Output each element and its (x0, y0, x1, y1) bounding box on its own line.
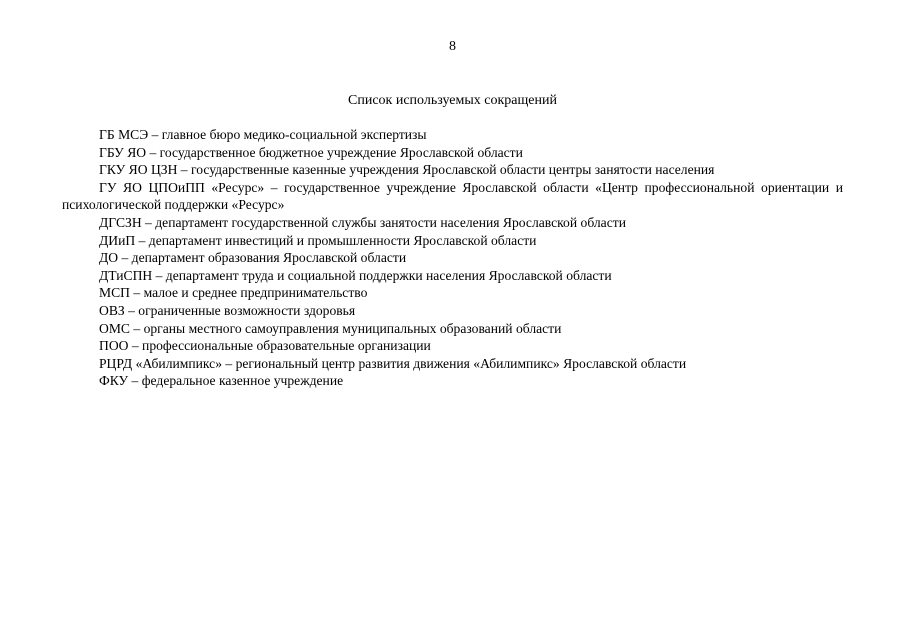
list-item: ОВЗ – ограниченные возможности здоровья (99, 302, 356, 318)
page-number: 8 (449, 39, 456, 54)
list-item: ПОО – профессиональные образовательные организации (99, 338, 431, 354)
list-item: ГКУ ЯО ЦЗН – государственные казенные учреждения Ярославской области центры занятости населения (99, 162, 715, 178)
list-item: ДИиП – департамент инвестиций и промышленности Ярославской области (99, 232, 537, 248)
list-item: ГБ МСЭ – главное бюро медико-социальной экспертизы (99, 127, 427, 142)
list-item: РЦРД «Абилимпикс» – региональный центр развития движения «Абилимпикс» Ярославской области (99, 355, 687, 371)
abbreviations-list (62, 126, 843, 390)
list-item: ГУ ЯО ЦПОиПП «Ресурс» – государственное учреждение Ярославской области «Центр профессиональной ориентации и психологической поддержки «Ресурс» (62, 179, 843, 213)
list-item: ДТиСПН – департамент труда и социальной поддержки населения Ярославской области (99, 267, 612, 283)
list-item: ДГСЗН – департамент государственной службы занятости населения Ярославской области (99, 214, 626, 230)
list-item: МСП – малое и среднее предпринимательство (99, 285, 368, 301)
list-item: ДО – департамент образования Ярославской области (99, 250, 407, 266)
page-title: Список используемых сокращений (348, 93, 557, 108)
list-item: ОМС – органы местного самоуправления муниципальных образований области (99, 320, 562, 336)
list-item: ГБУ ЯО – государственное бюджетное учреждение Ярославской области (99, 144, 523, 160)
list-item: ФКУ – федеральное казенное учреждение (99, 373, 344, 389)
